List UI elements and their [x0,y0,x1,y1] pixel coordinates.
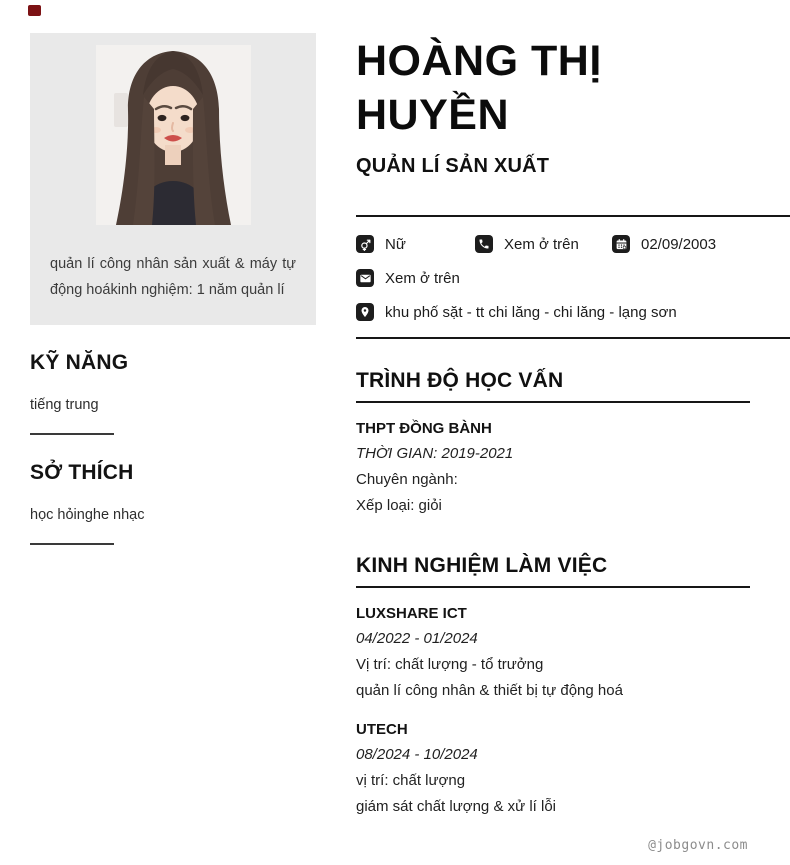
section-title-experience: KINH NGHIỆM LÀM VIỆC [356,554,608,577]
experience-description: giám sát chất lượng & xử lí lỗi [356,798,556,815]
company-name: UTECH [356,721,408,738]
experience-position: Vị trí: chất lượng - tổ trưởng [356,656,544,673]
contact-gender-value: Nữ [385,235,406,253]
experience-position: vị trí: chất lượng [356,772,466,789]
company-name: LUXSHARE ICT [356,605,467,622]
divider [30,433,114,435]
education-entry [356,420,790,514]
education-time: THỜI GIAN: 2019-2021 [356,445,514,462]
contact-row [356,261,790,295]
contact-birthdate [612,235,716,253]
email-icon [356,269,374,287]
sidebar-section-title-skills: KỸ NĂNG [30,351,129,374]
divider [356,337,790,339]
divider [356,586,750,588]
gender-icon [356,235,374,253]
contact-gender [356,235,475,253]
divider [30,543,114,545]
experience-entry [356,605,790,699]
job-title: QUẢN LÍ SẢN XUẤT [356,155,550,177]
contact-block [356,217,790,337]
sidebar-section-title-hobbies: SỞ THÍCH [30,461,134,484]
education-major: Chuyên ngành: [356,471,458,488]
hobby-item: học hỏinghe nhạc [30,507,145,523]
calendar-icon [612,235,630,253]
contact-row [356,227,790,261]
divider [356,401,750,403]
contact-email [356,269,460,287]
skill-item: tiếng trung [30,397,99,413]
profile-photo [96,45,251,225]
sidebar [30,33,316,545]
candidate-name: HOÀNG THỊ HUYỀN [356,37,602,139]
watermark: @jobgovn.com [648,838,748,853]
main-column [356,34,790,815]
profile-card [30,33,316,325]
contact-address [356,303,677,321]
corner-mark-icon [28,5,41,16]
location-icon [356,303,374,321]
education-grade: Xếp loại: giỏi [356,497,442,514]
school-name: THPT ĐỒNG BÀNH [356,420,492,437]
phone-icon [475,235,493,253]
experience-entry [356,721,790,815]
contact-address-value: khu phố sặt - tt chi lăng - chi lăng - lạng sơn [385,303,677,321]
contact-phone-value: Xem ở trên [504,235,579,253]
experience-time: 04/2022 - 01/2024 [356,630,478,647]
contact-email-value: Xem ở trên [385,269,460,287]
section-title-education: TRÌNH ĐỘ HỌC VẤN [356,369,564,392]
contact-row [356,295,790,329]
experience-time: 08/2024 - 10/2024 [356,746,478,763]
experience-description: quản lí công nhân & thiết bị tự động hoá [356,682,623,699]
contact-phone [475,235,612,253]
profile-summary: quản lí công nhân sản xuất & máy tự động hoákinh nghiệm: 1 năm quản lí [50,256,296,298]
contact-birthdate-value: 02/09/2003 [641,235,717,253]
